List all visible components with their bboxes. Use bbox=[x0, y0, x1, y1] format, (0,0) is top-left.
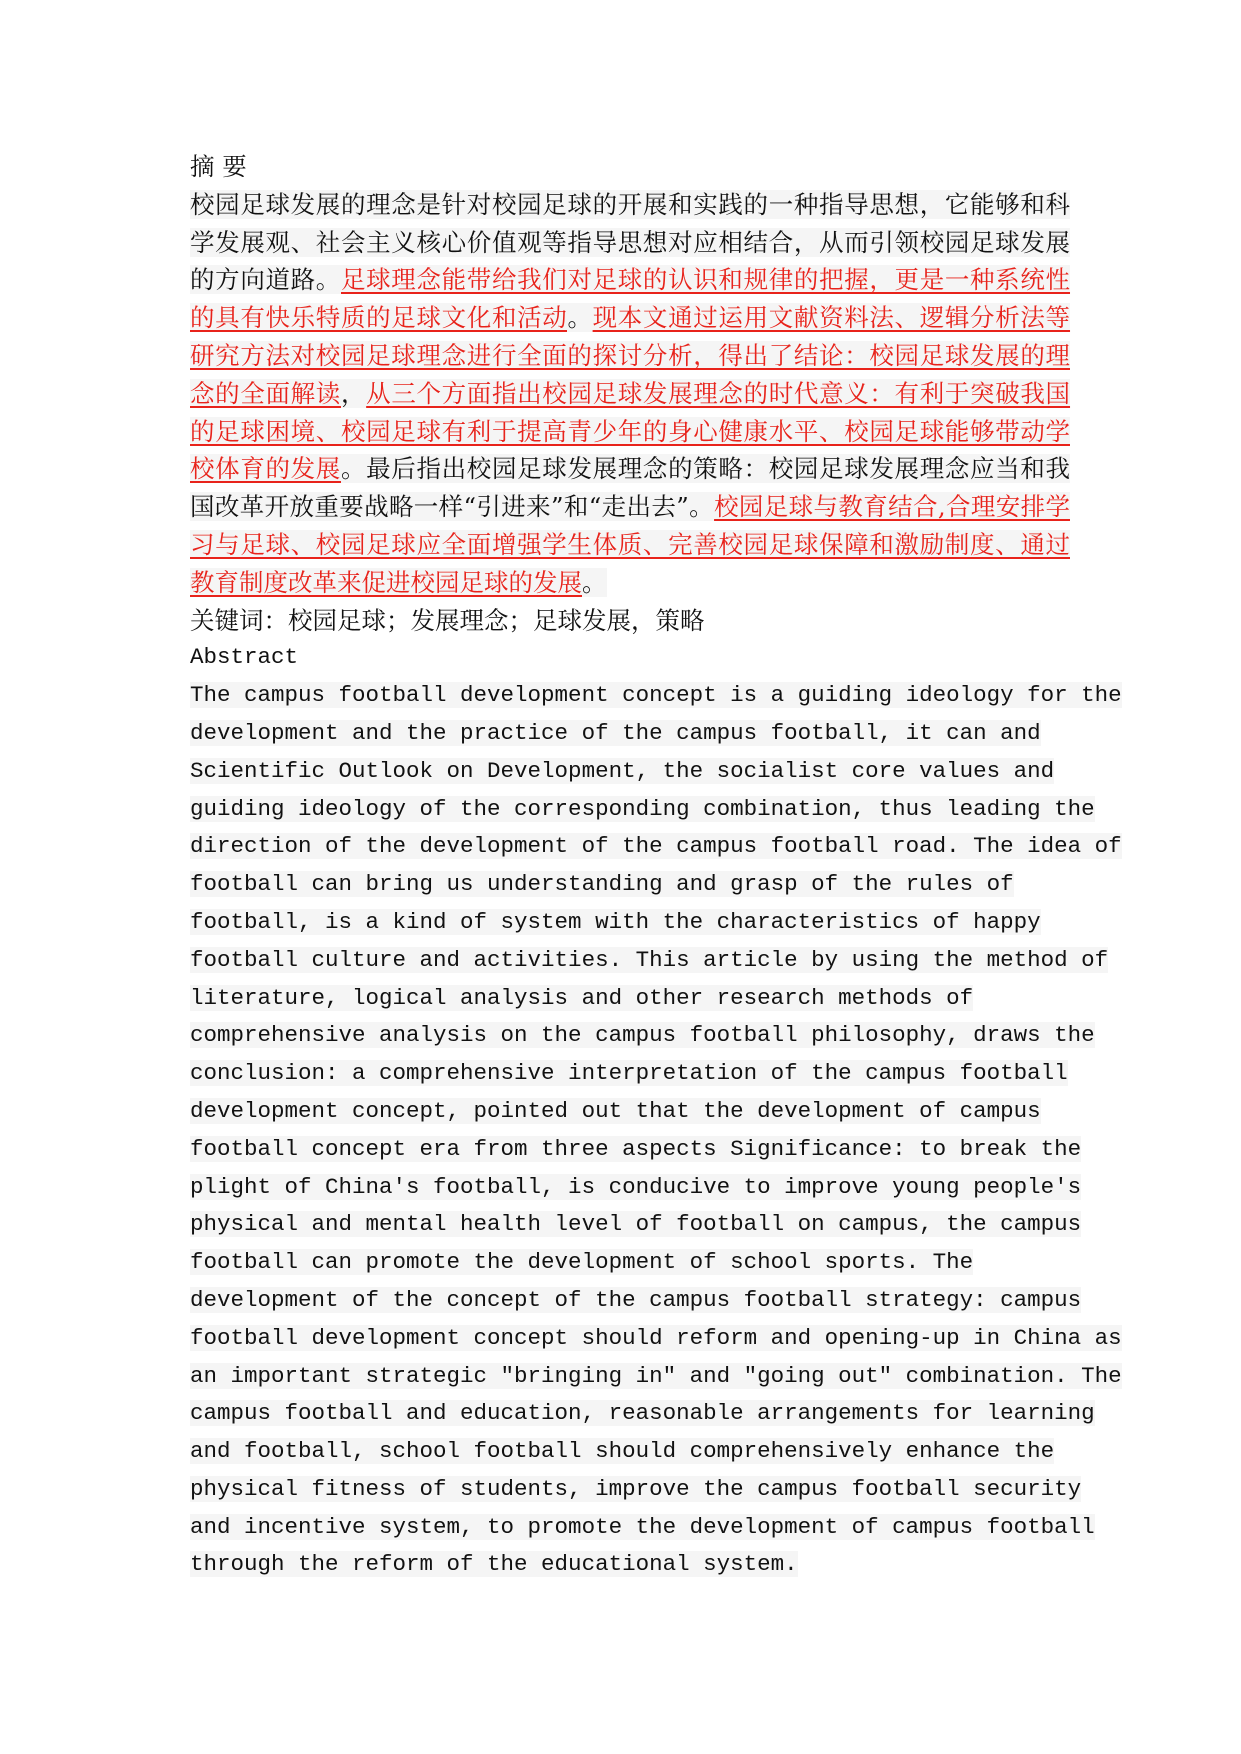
english-abstract-line-text: football concept era from three aspects Significance: to break the bbox=[190, 1135, 1082, 1162]
english-abstract-line-text: football development concept should reform and opening-up in China as bbox=[190, 1324, 1122, 1351]
english-abstract-line-text: and football, school football should comprehensively enhance the bbox=[190, 1438, 1055, 1465]
highlighted-text-segment: 足球理念能带给我们对足球的认识和规律的把握，更是一种系统性的具有快乐特质的足球文化和活动 bbox=[190, 265, 1071, 333]
english-abstract-line-text: guiding ideology of the corresponding combination, thus leading the bbox=[190, 795, 1095, 822]
text-segment: ， bbox=[340, 378, 367, 408]
chinese-abstract-heading: 摘 要 bbox=[190, 152, 247, 181]
text-segment: 。 bbox=[567, 303, 593, 333]
english-abstract-line bbox=[190, 1017, 1095, 1055]
english-abstract-line bbox=[190, 1546, 1070, 1584]
english-abstract-line bbox=[190, 904, 1070, 942]
english-abstract-line bbox=[190, 1169, 1082, 1207]
english-abstract-line bbox=[190, 677, 1122, 715]
document-page bbox=[190, 148, 1122, 1584]
english-abstract-line-text: plight of China's football, is conducive to improve young people's bbox=[190, 1173, 1082, 1200]
english-abstract-paragraph bbox=[190, 677, 1122, 1584]
english-abstract-line bbox=[190, 1509, 1095, 1547]
english-abstract-heading: Abstract bbox=[190, 644, 299, 671]
english-abstract-line bbox=[190, 1055, 1070, 1093]
highlighted-text-segment: 校园足球与教育结合,合理安排学习与足球、校园足球应全面增强学生体质、完善校园足球保障和激励制度、通过教育制度改革来促进校园足球的发展 bbox=[190, 492, 1070, 597]
text-segment: 校园足球发展的理念是针对校园足球的开展和实践的一种指导思想，它能够和科学发展观、社会主义核心价值观等指导思想对应相结合，从而引领校园足球发展的方向道路。 bbox=[190, 189, 1070, 295]
english-abstract-line bbox=[190, 753, 1070, 791]
english-abstract-line-text: through the reform of the educational system. bbox=[190, 1551, 798, 1578]
english-abstract-line-text: football can promote the development of school sports. The bbox=[190, 1249, 974, 1276]
english-abstract-line-text: development and the practice of the campus football, it can and bbox=[190, 719, 1041, 746]
english-abstract-line bbox=[190, 828, 1122, 866]
english-abstract-line-text: The campus football development concept is a guiding ideology for the bbox=[190, 682, 1122, 709]
text-segment: 。最后指出校园足球发展理念的策略：校园足球发展理念应当和我国改革开放重要战略一样“引进来”和“走出去”。 bbox=[190, 454, 1071, 522]
english-abstract-line-text: development of the concept of the campus football strategy: campus bbox=[190, 1286, 1082, 1313]
highlighted-text-segment: 现本文通过运用文献资料法、逻辑分析法等研究方法对校园足球理念进行全面的探讨分析，得出了结论：校园足球发展的理念的全面解读 bbox=[190, 303, 1071, 408]
chinese-abstract-paragraph bbox=[190, 186, 1070, 602]
english-abstract-line-text: physical fitness of students, improve the campus football security bbox=[190, 1475, 1082, 1502]
english-abstract-line-text: football culture and activities. This article by using the method of bbox=[190, 946, 1109, 973]
english-abstract-line bbox=[190, 1433, 1070, 1471]
english-abstract-line bbox=[190, 866, 1070, 904]
english-abstract-line-text: literature, logical analysis and other research methods of bbox=[190, 984, 974, 1011]
english-abstract-line-text: conclusion: a comprehensive interpretation of the campus football bbox=[190, 1060, 1068, 1087]
english-abstract-line-text: physical and mental health level of football on campus, the campus bbox=[190, 1211, 1082, 1238]
english-abstract-line-text: an important strategic "bringing in" and "going out" combination. The bbox=[190, 1362, 1122, 1389]
highlighted-text-segment: 从三个方面指出校园足球发展理念的时代意义：有利于突破我国的足球困境、校园足球有利于提高青少年的身心健康水平、校园足球能够带动学校体育的发展 bbox=[190, 378, 1071, 484]
english-abstract-line bbox=[190, 1206, 1082, 1244]
english-abstract-line-text: football can bring us understanding and grasp of the rules of bbox=[190, 871, 1014, 898]
english-abstract-line-text: Scientific Outlook on Development, the socialist core values and bbox=[190, 757, 1055, 784]
english-abstract-line bbox=[190, 1358, 1122, 1396]
english-abstract-line-text: and incentive system, to promote the development of campus football bbox=[190, 1513, 1095, 1540]
english-abstract-line-text: development concept, pointed out that the development of campus bbox=[190, 1097, 1041, 1124]
english-abstract-line-text: football, is a kind of system with the characteristics of happy bbox=[190, 908, 1041, 935]
english-abstract-line bbox=[190, 1093, 1070, 1131]
text-segment: 。 bbox=[582, 567, 607, 597]
chinese-keywords: 关键词：校园足球；发展理念；足球发展，策略 bbox=[190, 605, 705, 635]
english-abstract-line-text: direction of the development of the campus football road. The idea of bbox=[190, 833, 1122, 860]
english-abstract-line bbox=[190, 1282, 1082, 1320]
english-abstract-line bbox=[190, 1471, 1082, 1509]
english-abstract-line bbox=[190, 980, 1070, 1018]
english-abstract-line bbox=[190, 1131, 1082, 1169]
english-abstract-line bbox=[190, 942, 1109, 980]
english-abstract-line-text: comprehensive analysis on the campus football philosophy, draws the bbox=[190, 1022, 1095, 1049]
english-abstract-line bbox=[190, 715, 1070, 753]
english-abstract-line bbox=[190, 791, 1095, 829]
english-abstract-line bbox=[190, 1395, 1095, 1433]
english-abstract-line bbox=[190, 1244, 1070, 1282]
english-abstract-line-text: campus football and education, reasonable arrangements for learning bbox=[190, 1400, 1095, 1427]
english-abstract-line bbox=[190, 1320, 1122, 1358]
